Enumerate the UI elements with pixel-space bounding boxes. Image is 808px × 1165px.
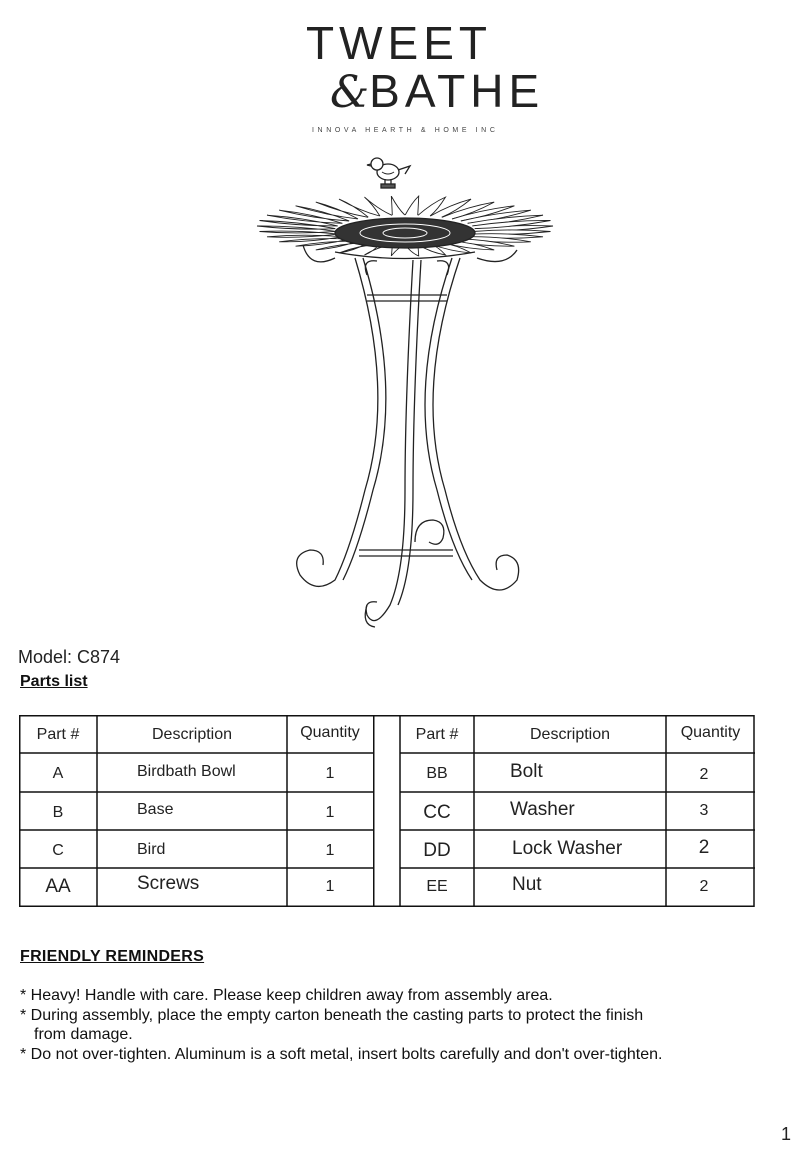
brand-ampersand: & [330,67,370,118]
header-quantity-right: Quantity [680,724,741,741]
table-cell-quantity: 3 [699,802,709,819]
bowl-petal [391,196,405,215]
table-cell-quantity: 1 [325,878,335,895]
page-number: 1 [781,1124,792,1144]
header-description-left: Description [151,726,233,743]
header-part-right: Part # [415,726,459,743]
bowl-petal [267,234,342,237]
table-cell-description: Washer [510,799,575,820]
table-cell-quantity: 2 [699,766,709,783]
reminder-line: from damage. [34,1026,133,1043]
bird-figure [367,158,410,188]
table-cell-quantity: 2 [698,837,710,858]
reminders-heading: FRIENDLY REMINDERS [20,948,205,965]
table-cell-description: Bolt [510,761,543,782]
reminder-line: * Heavy! Handle with care. Please keep children away from assembly area. [20,987,553,1004]
header-description-right: Description [529,726,611,743]
brand-line-2 [330,66,544,118]
table-cell-part: A [52,765,64,782]
parts-list-heading: Parts list [20,673,88,690]
table-cell-part: B [52,804,64,821]
bowl-petal [405,196,419,215]
reminders-list [20,986,800,1064]
model-number: Model: C874 [18,647,121,667]
table-cell-part: BB [426,765,448,782]
table-cell-part: DD [423,840,451,861]
table-cell-quantity: 1 [325,842,335,859]
table-cell-description: Bird [137,841,166,858]
brand-logo [300,17,545,134]
header-part-left: Part # [36,726,80,743]
table-cell-quantity: 1 [325,765,335,782]
reminder-line: * Do not over-tighten. Aluminum is a soft metal, insert bolts carefully and don't over-tighten. [20,1045,663,1063]
table-cell-part: C [52,842,64,859]
table-cell-part: AA [45,876,71,897]
birdbath-illustration [255,150,565,660]
table-cell-part: CC [423,802,451,823]
table-cell-description: Nut [512,874,542,895]
table-cell-description: Base [137,801,174,818]
table-cell-description: Birdbath Bowl [137,763,236,780]
bowl-petal [339,199,380,217]
header-quantity-left: Quantity [300,724,360,741]
parts-table [19,715,755,907]
table-cell-description: Screws [137,873,200,894]
table-cell-part: EE [426,878,448,895]
table-cell-description: Lock Washer [512,838,623,859]
table-cell-quantity: 2 [699,878,709,895]
table-cell-quantity: 1 [325,804,335,821]
reminder-line: * During assembly, place the empty carton beneath the casting parts to protect the finish [20,1006,644,1024]
bowl-petal [260,231,338,234]
brand-line-2-text: BATHE [369,65,545,117]
brand-tagline: INNOVA HEARTH & HOME INC [312,127,499,134]
base-stand [297,245,519,627]
brand-line-1: TWEET [306,17,492,69]
